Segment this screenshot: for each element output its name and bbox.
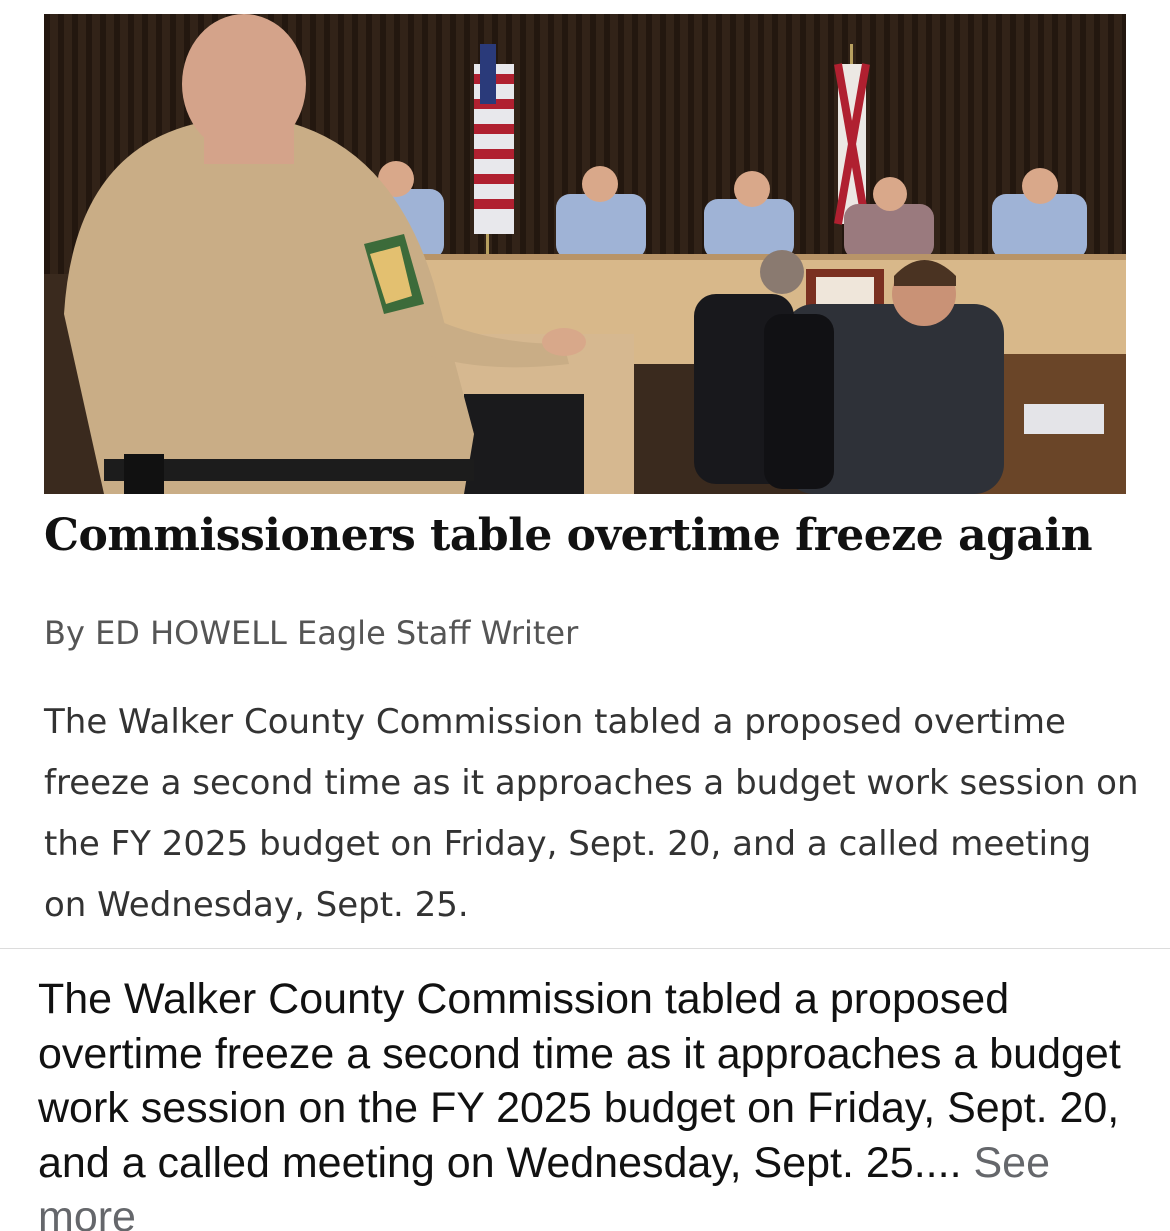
article-photo[interactable] bbox=[44, 14, 1126, 494]
article-headline[interactable]: Commissioners table overtime freeze again bbox=[44, 510, 1093, 561]
article-byline: By ED HOWELL Eagle Staff Writer bbox=[44, 614, 579, 652]
link-preview-divider bbox=[0, 948, 1170, 949]
article-summary: The Walker County Commission tabled a proposed overtime freeze a second time as it approaches a budget work session on the FY 2025 budget on Friday, Sept. 20, and a called meeting on Wednesday, Sept. 25. bbox=[44, 702, 1139, 925]
post-body-text: The Walker County Commission tabled a proposed overtime freeze a second time as it approaches a budget work session on the FY 2025 budget on Friday, Sept. 20, and a called meeting on Wednesday, Sept. 25.... bbox=[38, 975, 1121, 1187]
meeting-photo-illustration bbox=[44, 14, 1126, 494]
see-more-link[interactable]: See more bbox=[38, 1138, 1050, 1231]
post-text bbox=[38, 972, 1158, 1231]
